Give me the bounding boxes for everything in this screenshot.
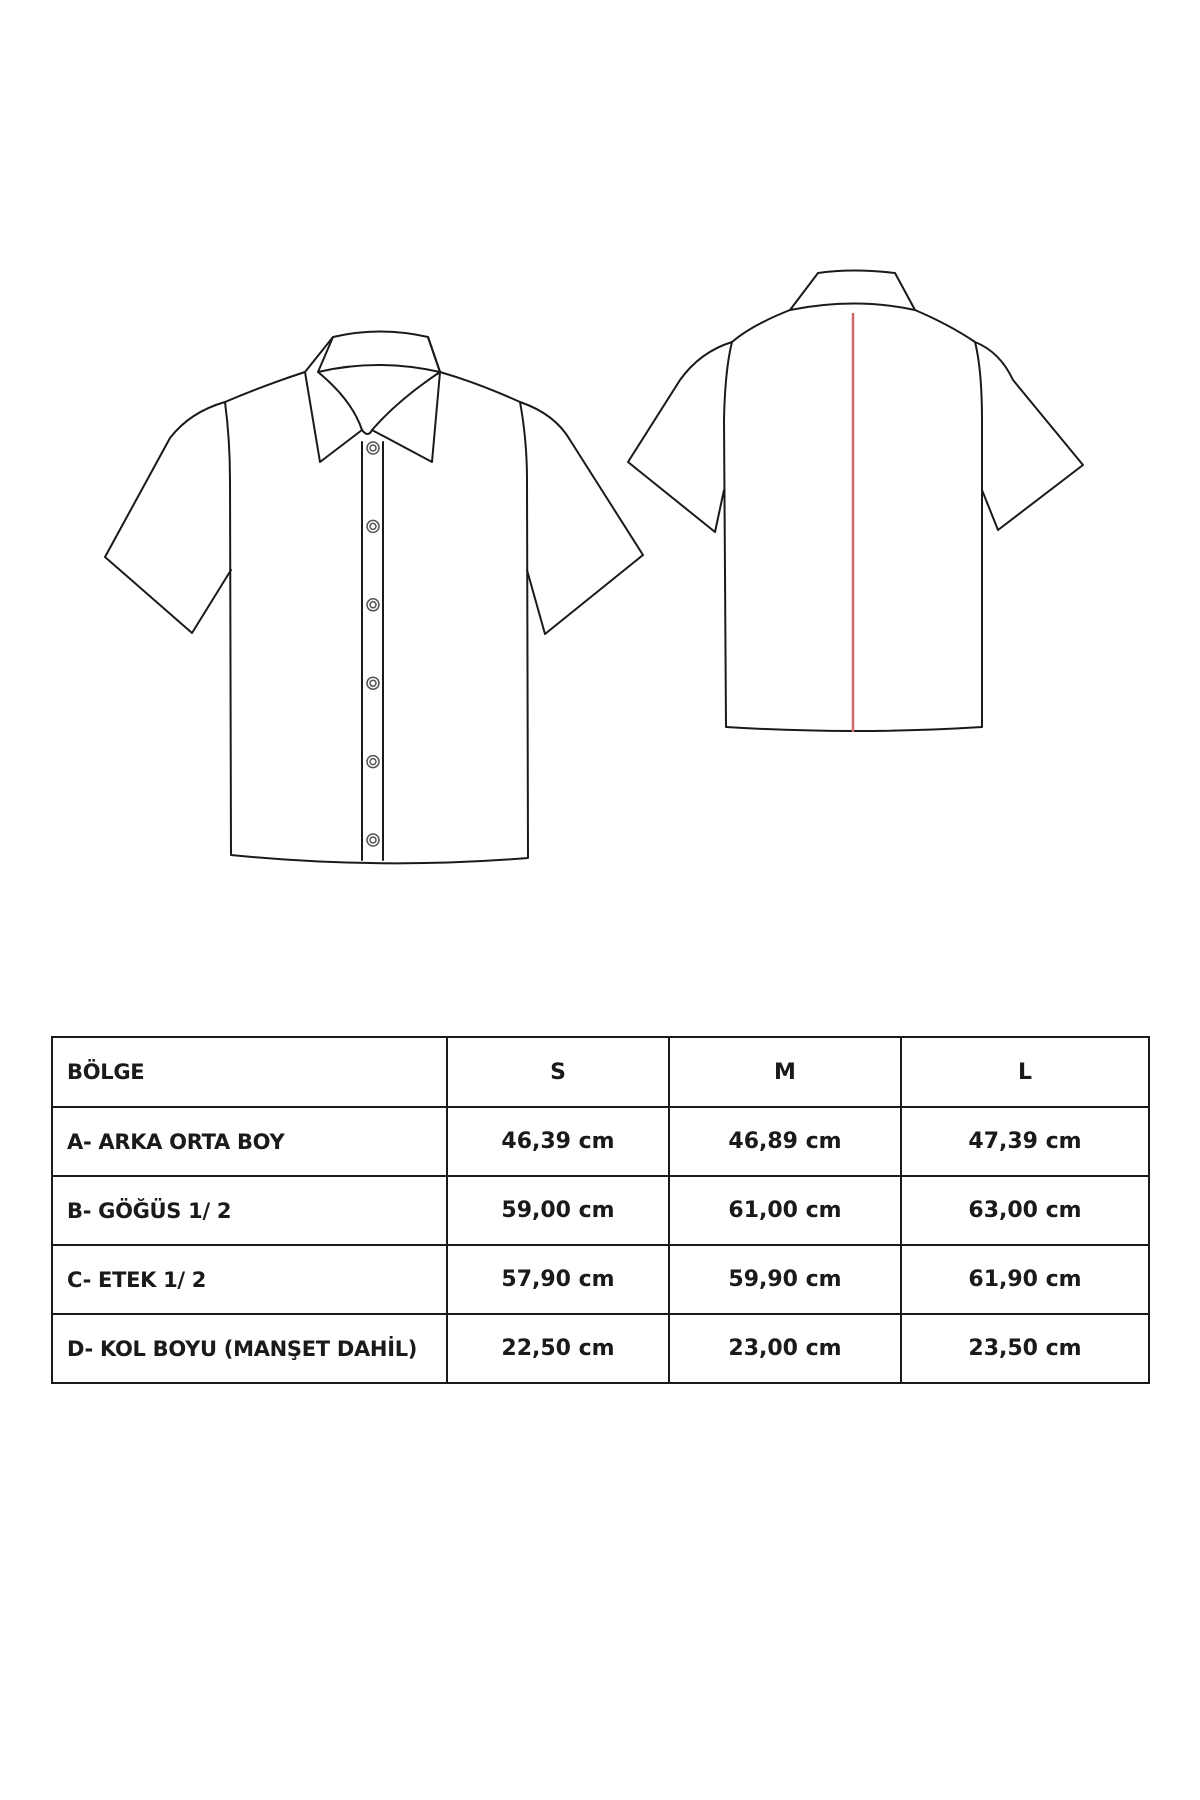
row-value-s: 59,00 cm: [447, 1176, 669, 1245]
back-left-sleeve: [628, 342, 732, 532]
row-value-l: 47,39 cm: [901, 1107, 1149, 1176]
row-value-l: 61,90 cm: [901, 1245, 1149, 1314]
front-left-sleeve: [105, 402, 231, 633]
shirt-button-center: [370, 602, 376, 608]
row-value-s: 46,39 cm: [447, 1107, 669, 1176]
row-region: D- KOL BOYU (MANŞET DAHİL): [52, 1314, 447, 1383]
front-buttons: [367, 442, 379, 846]
table-row: [52, 1245, 1149, 1314]
back-right-sleeve: [975, 342, 1083, 530]
size-table: [51, 1036, 1150, 1384]
shirt-button-center: [370, 837, 376, 843]
row-value-m: 59,90 cm: [669, 1245, 901, 1314]
shirt-button-center: [370, 759, 376, 765]
header-region: BÖLGE: [52, 1037, 447, 1107]
table-row: [52, 1314, 1149, 1383]
front-collar-left: [305, 337, 362, 462]
table-row: [52, 1176, 1149, 1245]
row-value-m: 23,00 cm: [669, 1314, 901, 1383]
header-size-l: L: [901, 1037, 1149, 1107]
front-right-sleeve: [520, 402, 643, 634]
row-value-l: 63,00 cm: [901, 1176, 1149, 1245]
shirt-button-center: [370, 445, 376, 451]
row-region: A- ARKA ORTA BOY: [52, 1107, 447, 1176]
back-shirt-drawing: [628, 271, 1083, 732]
table-row: [52, 1107, 1149, 1176]
shirt-button-center: [370, 523, 376, 529]
header-size-s: S: [447, 1037, 669, 1107]
front-collar-inner: [362, 430, 372, 434]
front-collar-stand: [318, 332, 440, 373]
row-value-l: 23,50 cm: [901, 1314, 1149, 1383]
row-value-s: 57,90 cm: [447, 1245, 669, 1314]
header-size-m: M: [669, 1037, 901, 1107]
row-region: B- GÖĞÜS 1/ 2: [52, 1176, 447, 1245]
back-collar: [790, 271, 915, 311]
shirt-button-center: [370, 680, 376, 686]
front-shirt-drawing: [105, 332, 643, 864]
row-value-m: 46,89 cm: [669, 1107, 901, 1176]
row-region: C- ETEK 1/ 2: [52, 1245, 447, 1314]
row-value-m: 61,00 cm: [669, 1176, 901, 1245]
table-header-row: [52, 1037, 1149, 1107]
row-value-s: 22,50 cm: [447, 1314, 669, 1383]
